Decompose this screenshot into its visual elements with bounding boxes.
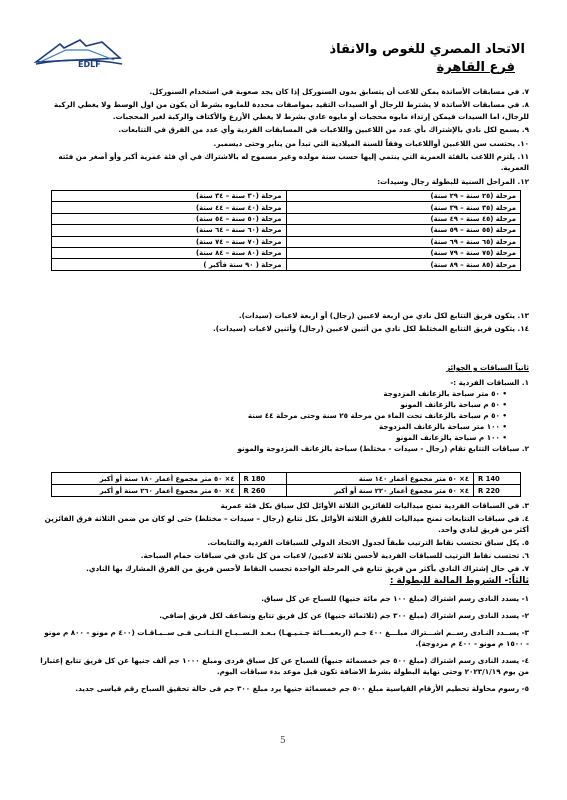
section-2-heading: ثانياً السباقات و الجوائز [446,363,529,372]
table-row [52,236,521,247]
table-cell: مرحلة ( ٩٠ سنة فأكبر ) [52,259,287,270]
rules-list-part3 [39,500,529,576]
rules-list-part1 [39,86,529,189]
table-cell: R 140 [474,473,521,485]
list-item: • ١٠٠ متر سباحة بالزعانف المزدوجة [39,421,507,432]
table-cell: مرحلة (٢٥ سنة – ٢٩ سنة) [286,191,521,202]
table-cell: ٤× ٥٠ متر مجموع أعمار ١٤٠ سنة [286,473,474,485]
table-cell: مرحلة (٥٥ سنة – ٥٩ سنة) [286,225,521,236]
page-number: 5 [280,736,286,746]
rule-item: ٥. يكل سباق تحتسب نقاط الترتيب طبقاً لجدول الاتحاد الدولي للسباقات الفردية والتتابعات. [207,538,529,547]
section-3-heading: ثالثاً:- الشروط المالية للبطولة : [389,576,529,586]
fee-item: ١- يسدد النادى رسم اشتراك (مبلغ ١٠٠ جم مائة جنيها) للسباح عن كل سباق. [261,594,529,603]
table-row [52,191,521,202]
fee-item: ٤- يسدد النادى رسم اشتراك (مبلغ ٥٠٠ جم خمسمائة جنيهاً) للسباح عن كل سباق فردى ومبلغ ١٠٠٠ جم ألف جنيها عن كل فريق تتابع إعتبارا من يوم ٢٠٢٣/١/١٩ وحتى نهاية البطولة بشرط الاضافة تكون قبل موعد بدء سباقات اليوم. [40,656,529,676]
rule-item: ٧. في حال إشتراك النادي بأكثر من فريق تتابع في المرحلة الواحدة تحسب النقاط لأحسن فريق من الفرق المشارك بها النادي. [86,564,529,573]
section-2 [39,362,529,454]
relay-table [51,472,521,497]
table-cell: مرحلة (٣٠ سنة – ٣٤ سنة) [52,191,287,202]
rule-item: ٤. في سباقات التتابعات تمنح ميداليات للفرق الثلاثة الأوائل بكل تتابع (رجال – سيدات – مختلط) حتى لو كان من ضمن الثلاثة فرق الفائزين أكثر من فريق لنادي واحد. [44,514,529,534]
age-groups-table [51,190,521,271]
table-cell: مرحلة (٤٥ سنة – ٤٩ سنة) [286,213,521,224]
table-cell: مرحلة (٨٥ سنة – ٨٩ سنة) [286,259,521,270]
individual-races-list [39,388,529,443]
rule-item: ٧. في مسابقات الأساتذة يمكن للاعب أن يتسابق بدون السنوركل إذا كان يجد صعوبة في استخدام السنوركل. [149,87,529,96]
rule-item: ١٠. يحتسب سن اللاعبين أواللاعبات وفقاً للسنة الميلادية التي تبدأ من يناير وحتى ديسمبر. [213,138,529,148]
rule-item: ٦. تحتسب نقاط الترتيب للسباقات الفردية لأحسن ثلاثة لاعبين/ لاعبات من كل نادي في سباقات حمام السباحة. [140,551,529,560]
table-row [52,202,521,213]
table-cell: مرحلة (٤٠ سنة – ٤٤ سنة) [52,202,287,213]
fee-item: ٥- رسوم محاولة تحطيم الأرقام القياسية مبلغ ٥٠٠ جم خمسمائة جنيها يرد مبلغ ٣٠٠ جم فى حالة تحقيق السباح رقم قياسى جديد. [75,684,529,693]
table-row [52,225,521,236]
table-cell: مرحلة (٣٥ سنة – ٣٩ سنة) [286,202,521,213]
fee-item: ٢- يسدد النادى رسم اشتراك (مبلغ ٣٠٠ جم (ثلاثمائة جنيها) عن كل فريق تتابع وتضاعف لكل فريق إضافي. [159,611,529,620]
list-item: • ٥٠ متر سباحة بالزعانف المزدوجة [39,388,507,399]
rule-item: ١٣. يتكون فريق التتابع لكل نادي من اربعة لاعبين (رجال) أو اربعة لاعبات (سيدات). [238,311,529,320]
federation-title: الاتحاد المصري للغوص والانقاذ [329,42,525,57]
table-row [52,473,521,485]
logo-text: EDLF [78,60,101,69]
rule-item: ٣. في السباقات الفردية تمنح ميداليات للفائزين الثلاثة الأوائل لكل سباق بكل فئة عمرية [220,501,529,510]
rule-item: ١٤. يتكون فريق التتابع المختلط لكل نادي من أثنين لاعبين (رجال) وأثنين لاعبات (سيدات). [213,324,529,333]
table-cell: R 220 [474,485,521,497]
rules-list-part2 [39,310,529,336]
table-cell: مرحلة (٧٠ سنة – ٧٤ سنة) [52,236,287,247]
table-cell: ٤× ٥٠ متر مجموع أعمار ٢٢٠ سنة أو أكبر [286,485,474,497]
table-cell: مرحلة (٧٥ سنة – ٧٩ سنة) [286,247,521,258]
relay-races-label: ٢. سباقات التتابع تقام (رجال - سيدات - مختلط) سباحة بالزعانف المزدوجة والمونو [237,444,529,453]
table-cell: مرحلة (٨٠ سنة – ٨٤ سنة) [52,247,287,258]
rule-item: ٩. يسمح لكل نادي بالإشتراك بأي عدد من اللاعبين واللاعبات في المسابقات الفردية وأي عدد من الفرق في التتابعات. [118,125,529,135]
table-cell: ٤× ٥٠ متر مجموع أعمار ٢٦٠ سنة أو أكبر [52,485,240,497]
table-row [52,213,521,224]
table-row [52,485,521,497]
rule-item: ١٢. المراحل السنية للبطولة رجال وسيدات: [377,176,529,186]
table-cell: مرحلة (٥٠ سنة – ٥٤ سنة) [52,213,287,224]
table-row [52,247,521,258]
table-cell: مرحلة (٦٠ سنة – ٦٤ سنة) [52,225,287,236]
list-item: • ١٠٠ م سباحة بالزعانف المونو [39,432,507,443]
table-cell: مرحلة (٦٥ سنة – ٦٩ سنة) [286,236,521,247]
branch-title: فرع القاهرة [436,60,515,75]
table-cell: R 180 [239,473,286,485]
list-item: • ٥٠ م سباحة بالزعانف تحت الماء من مرحلة ٢٥ سنة وحتى مرحلة ٤٤ سنة [39,410,507,421]
section-3 [39,576,529,696]
table-cell: R 260 [239,485,286,497]
individual-races-label: ١. السباقات الفردية :- [450,378,529,387]
table-cell: ٤× ٥٠ متر مجموع أعمار ١٨٠ سنة أو أكبر [52,473,240,485]
rule-item: ١١. يلتزم اللاعب بالفئة العمرية التي ينتمي إليها حسب سنة مولده وغير مسموح له بالاشتراك في أي فئة عمرية أكبر وأو أصغر من فئته العمرية. [58,152,529,173]
list-item: • ٥٠ م سباحة بالزعانف المونو [39,399,507,410]
rule-item: ٨. في مسابقات الأساتذة لا يشترط للرجال أو السيدات التقيد بمواصفات محددة للمايوه بشرط أن يكون من اول الوسط ولا يغطي الركبة للرجال، اما السيدات فيمكن إرتداء مايوه محجبات أو مايوه عادي بشرط لا يغطي الأزرع والأكتاف والركبة لغير المحجبات. [54,100,529,121]
fee-item: ٣- يســدد النـادى رســم اشـــتراك مبلـــغ ٤٠٠ جـم (اربعمـــائة جـنـيـهـا) بـعـد الـســبـاح الـثـانـى فـى ســبـاقـات (٤٠٠ م مونو - ٨٠٠ م مونو - ١٥٠٠ م مونو - ٤٠٠ م مزدوجة). [44,628,529,648]
table-row [52,259,521,270]
